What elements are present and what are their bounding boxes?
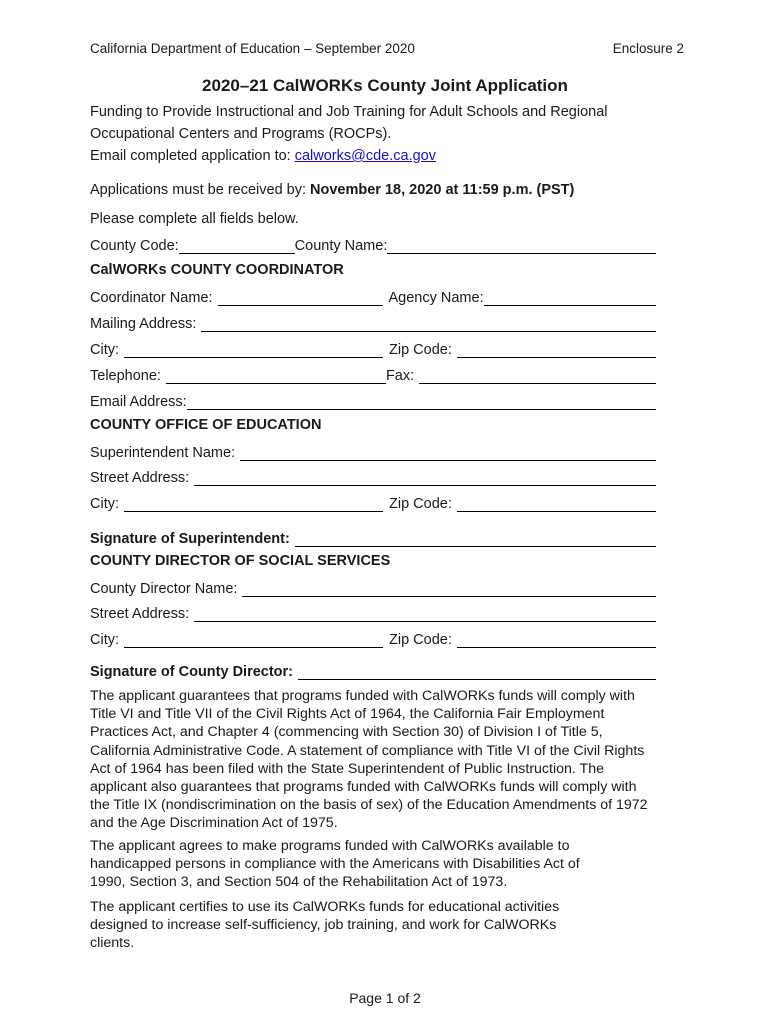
fax-field[interactable] xyxy=(419,368,656,384)
header-right: Enclosure 2 xyxy=(612,41,684,56)
email-address-label: Email Address: xyxy=(90,394,187,410)
coe-heading: COUNTY OFFICE OF EDUCATION xyxy=(90,417,322,433)
intro-line-2: Occupational Centers and Programs (ROCPs). xyxy=(90,126,392,142)
instructions: Please complete all fields below. xyxy=(90,211,299,227)
compliance-paragraph xyxy=(90,687,686,833)
social-street-row xyxy=(90,602,656,622)
social-zip-label: Zip Code: xyxy=(389,632,452,648)
paragraph-line: The applicant certifies to use its CalWORKs funds for educational activities xyxy=(90,899,560,915)
coordinator-heading: CalWORKs COUNTY COORDINATOR xyxy=(90,262,344,278)
paragraph-line: The applicant agrees to make programs funded with CalWORKs available to xyxy=(90,838,570,854)
director-signature-label: Signature of County Director: xyxy=(90,664,294,680)
coe-city-label: City: xyxy=(90,496,119,512)
paragraph-line: The applicant guarantees that programs funded with CalWORKs funds will comply with xyxy=(90,688,635,704)
coordinator-name-field[interactable] xyxy=(218,290,383,306)
paragraph-line: 1990, Section 3, and Section 504 of the Rehabilitation Act of 1973. xyxy=(90,874,508,891)
page-header xyxy=(90,41,684,56)
superintendent-name-field[interactable] xyxy=(240,445,656,461)
coordinator-city-row xyxy=(90,338,656,358)
coe-zip-field[interactable] xyxy=(457,496,656,512)
page-number: Page 1 of 2 xyxy=(349,990,421,1006)
agency-name-label: Agency Name: xyxy=(388,290,484,306)
coe-street-label: Street Address: xyxy=(90,470,190,486)
social-street-label: Street Address: xyxy=(90,606,190,622)
paragraph-line: clients. xyxy=(90,935,135,952)
superintendent-row xyxy=(90,441,656,461)
director-signature-row xyxy=(90,660,656,680)
deadline-line xyxy=(90,179,656,201)
coordinator-name-label: Coordinator Name: xyxy=(90,290,213,306)
accessibility-paragraph xyxy=(90,837,686,892)
deadline-prefix: Applications must be received by: xyxy=(90,182,311,198)
county-name-field[interactable] xyxy=(387,238,656,254)
agency-name-field[interactable] xyxy=(484,290,656,306)
social-zip-field[interactable] xyxy=(457,632,656,648)
superintendent-name-label: Superintendent Name: xyxy=(90,445,236,461)
paragraph-line: the Title IX (nondiscrimination on the basis of sex) of the Education Amendments of 1972 xyxy=(90,797,648,814)
email-prefix: Email completed application to: xyxy=(90,148,295,164)
county-code-label: County Code: xyxy=(90,238,179,254)
zip-label: Zip Code: xyxy=(389,342,452,358)
superintendent-signature-field[interactable] xyxy=(295,531,656,547)
email-address-field[interactable] xyxy=(187,394,656,410)
paragraph-line: California Administrative Code. A statement of compliance with Title VI of the Civil Rights xyxy=(90,742,645,759)
zip-field[interactable] xyxy=(457,342,656,358)
email-link[interactable]: calworks@cde.ca.gov xyxy=(294,148,436,164)
mailing-address-label: Mailing Address: xyxy=(90,316,197,332)
email-line xyxy=(90,145,656,167)
certification-paragraph xyxy=(90,898,686,953)
coe-zip-label: Zip Code: xyxy=(389,496,452,512)
mailing-row xyxy=(90,312,656,332)
telephone-field[interactable] xyxy=(166,368,386,384)
phone-row xyxy=(90,364,656,384)
paragraph-line: handicapped persons in compliance with the Americans with Disabilities Act of xyxy=(90,856,580,873)
director-signature-field[interactable] xyxy=(298,664,656,680)
telephone-label: Telephone: xyxy=(90,368,161,384)
coordinator-row xyxy=(90,286,656,306)
director-name-label: County Director Name: xyxy=(90,581,238,597)
coe-city-row xyxy=(90,492,656,512)
coe-street-row xyxy=(90,466,656,486)
paragraph-line: Act of 1964 has been filed with the State Superintendent of Public Instruction. The xyxy=(90,760,604,777)
superintendent-signature-label: Signature of Superintendent: xyxy=(90,531,290,547)
fax-label: Fax: xyxy=(385,368,415,384)
director-name-field[interactable] xyxy=(242,581,656,597)
coe-street-field[interactable] xyxy=(194,470,656,486)
county-row xyxy=(90,234,656,254)
social-city-label: City: xyxy=(90,632,119,648)
social-city-field[interactable] xyxy=(124,632,383,648)
paragraph-line: Practices Act, and Chapter 4 (commencing with Section 30) of Division I of Title 5, xyxy=(90,724,603,741)
document-title: 2020–21 CalWORKs County Joint Application xyxy=(202,76,568,95)
intro-line-1: Funding to Provide Instructional and Job Training for Adult Schools and Regional xyxy=(90,104,608,120)
intro-block xyxy=(90,101,656,167)
paragraph-line: designed to increase self-sufficiency, job training, and work for CalWORKs xyxy=(90,917,557,934)
coe-city-field[interactable] xyxy=(124,496,383,512)
director-row xyxy=(90,577,656,597)
county-name-label: County Name: xyxy=(294,238,388,254)
social-heading: COUNTY DIRECTOR OF SOCIAL SERVICES xyxy=(90,553,391,569)
county-code-field[interactable] xyxy=(179,238,295,254)
coordinator-email-row xyxy=(90,390,656,410)
deadline-value: November 18, 2020 at 11:59 p.m. (PST) xyxy=(310,182,575,198)
city-label: City: xyxy=(90,342,119,358)
social-street-field[interactable] xyxy=(194,606,656,622)
paragraph-line: applicant also guarantees that programs funded with CalWORKs funds will comply with xyxy=(90,779,637,796)
paragraph-line: and the Age Discrimination Act of 1975. xyxy=(90,815,338,832)
social-city-row xyxy=(90,628,656,648)
city-field[interactable] xyxy=(124,342,383,358)
paragraph-line: Title VI and Title VII of the Civil Rights Act of 1964, the California Fair Employment xyxy=(90,706,605,723)
superintendent-signature-row xyxy=(90,527,656,547)
mailing-address-field[interactable] xyxy=(201,316,656,332)
header-left: California Department of Education – September 2020 xyxy=(90,41,415,56)
